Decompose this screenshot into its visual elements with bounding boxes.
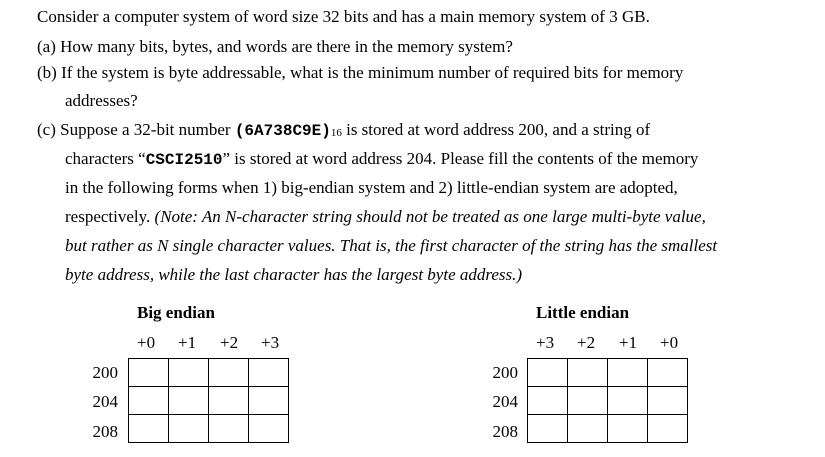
memory-cell[interactable]: [528, 359, 568, 387]
memory-row-208: [528, 415, 688, 443]
memory-cell[interactable]: [169, 359, 209, 387]
number-base: 16: [330, 127, 342, 139]
memory-cell[interactable]: [169, 415, 209, 443]
big-endian-offset: +2: [220, 333, 239, 352]
memory-cell[interactable]: [648, 359, 688, 387]
part-c-line1-pre: (c) Suppose a 32-bit number: [37, 120, 235, 139]
part-c-line3: in the following forms when 1) big-endian system and 2) little-endian system are adopted,: [65, 178, 678, 197]
part-c-line1-post: is stored at word address 200, and a string of: [341, 120, 651, 139]
big-endian-title: Big endian: [137, 303, 215, 322]
part-b-text-line1: (b) If the system is byte addressable, what is the minimum number of required bits for memory: [37, 63, 684, 82]
part-c-line1: [37, 120, 650, 143]
memory-row-208: [129, 415, 289, 443]
memory-cell[interactable]: [568, 415, 608, 443]
little-endian-address-204: 204: [492, 392, 518, 411]
memory-cell[interactable]: [648, 415, 688, 443]
little-endian-offset: +3: [536, 333, 555, 352]
memory-row-204: [129, 387, 289, 415]
memory-row-200: [528, 359, 688, 387]
big-endian-address-204: 204: [92, 392, 118, 411]
big-endian-address-208: 208: [92, 422, 118, 441]
note-line3: byte address, while the last character has the largest byte address.): [65, 265, 523, 284]
hex-number: (6A738C9E): [234, 122, 331, 140]
little-endian-offset: +1: [619, 333, 638, 352]
memory-cell[interactable]: [568, 387, 608, 415]
little-endian-address-208: 208: [492, 422, 518, 441]
part-c-line4: [65, 207, 706, 227]
memory-cell[interactable]: [608, 387, 648, 415]
part-b-text-line2: addresses?: [65, 91, 138, 110]
memory-cell[interactable]: [169, 387, 209, 415]
memory-cell[interactable]: [249, 359, 289, 387]
memory-row-204: [528, 387, 688, 415]
part-c-line2-pre: characters “: [65, 149, 146, 168]
memory-cell[interactable]: [249, 387, 289, 415]
memory-cell[interactable]: [209, 415, 249, 443]
note-line1: (Note: An N-character string should not be treated as one large multi-byte value,: [154, 207, 706, 226]
memory-cell[interactable]: [608, 359, 648, 387]
part-c-line2: [65, 149, 698, 170]
little-endian-title: Little endian: [536, 303, 630, 322]
big-endian-offset: +1: [178, 333, 197, 352]
memory-row-200: [129, 359, 289, 387]
note-line2: but rather as N single character values. That is, the first character of the string has the smallest: [65, 236, 718, 255]
string-value: CSCI2510: [145, 151, 223, 169]
memory-cell[interactable]: [568, 359, 608, 387]
little-endian-offset: +2: [577, 333, 596, 352]
memory-cell[interactable]: [209, 359, 249, 387]
memory-cell[interactable]: [249, 415, 289, 443]
little-endian-address-200: 200: [492, 363, 518, 382]
part-c-line2-post: ” is stored at word address 204. Please fill the contents of the memory: [222, 149, 699, 168]
question-intro: Consider a computer system of word size 32 bits and has a main memory system of 3 GB.: [37, 7, 650, 26]
memory-cell[interactable]: [129, 359, 169, 387]
memory-cell[interactable]: [129, 387, 169, 415]
memory-cell[interactable]: [608, 415, 648, 443]
big-endian-offset: +0: [137, 333, 156, 352]
memory-cell[interactable]: [129, 415, 169, 443]
big-endian-offset: +3: [261, 333, 280, 352]
part-c-line4-pre: respectively.: [65, 207, 155, 226]
big-endian-memory-grid: [128, 358, 289, 443]
part-a-text: (a) How many bits, bytes, and words are there in the memory system?: [37, 37, 513, 56]
little-endian-offset: +0: [660, 333, 679, 352]
big-endian-address-200: 200: [92, 363, 118, 382]
memory-cell[interactable]: [528, 415, 568, 443]
memory-cell[interactable]: [648, 387, 688, 415]
memory-cell[interactable]: [528, 387, 568, 415]
memory-cell[interactable]: [209, 387, 249, 415]
little-endian-memory-grid: [527, 358, 688, 443]
